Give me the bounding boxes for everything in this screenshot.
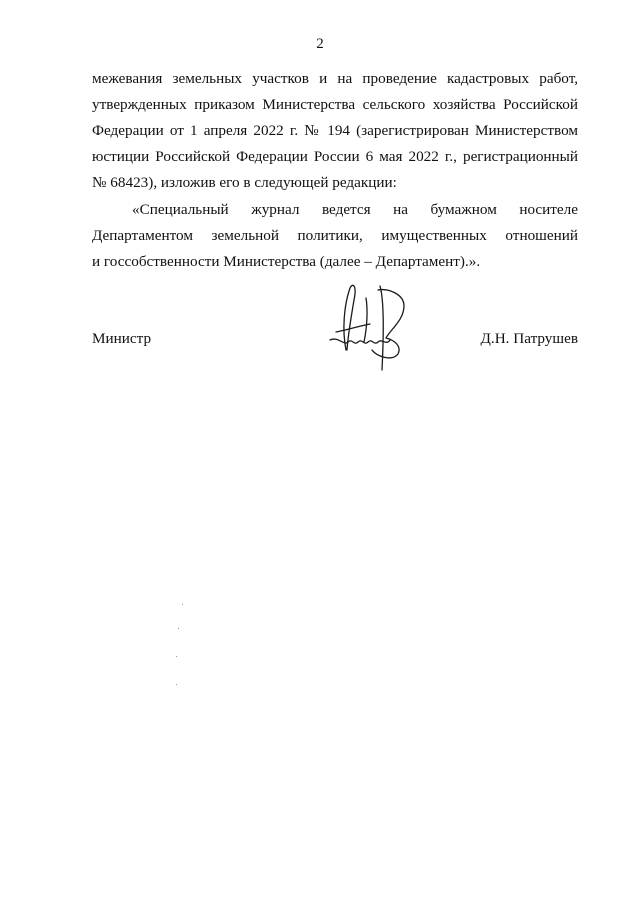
- scan-speck: [176, 684, 177, 685]
- quote-line: «Специальный журнал ведется на бумажном носителе: [132, 201, 578, 218]
- page-number: 2: [316, 36, 324, 52]
- paragraph-line: Федерации от 1 апреля 2022 г. № 194 (зарегистрирован Министерством: [92, 122, 578, 139]
- paragraph-line: утвержденных приказом Министерства сельского хозяйства Российской: [92, 96, 578, 113]
- scan-speck: [182, 604, 183, 605]
- quote-line: и госсобственности Министерства (далее – Департамент).».: [92, 253, 481, 270]
- signature-block: [92, 330, 578, 350]
- quote-line: Департаментом земельной политики, имущественных отношений: [92, 227, 578, 244]
- scan-speck: [176, 656, 177, 657]
- position-title: Министр: [92, 330, 152, 347]
- scan-speck: [178, 628, 179, 629]
- paragraph-line: юстиции Российской Федерации России 6 мая 2022 г., регистрационный: [92, 148, 578, 165]
- paragraph-line: № 68423), изложив его в следующей редакции:: [92, 174, 397, 191]
- handwritten-signature: [326, 280, 410, 376]
- paragraph-line: межевания земельных участков и на проведение кадастровых работ,: [92, 70, 578, 87]
- signer-name: Д.Н. Патрушев: [480, 330, 578, 347]
